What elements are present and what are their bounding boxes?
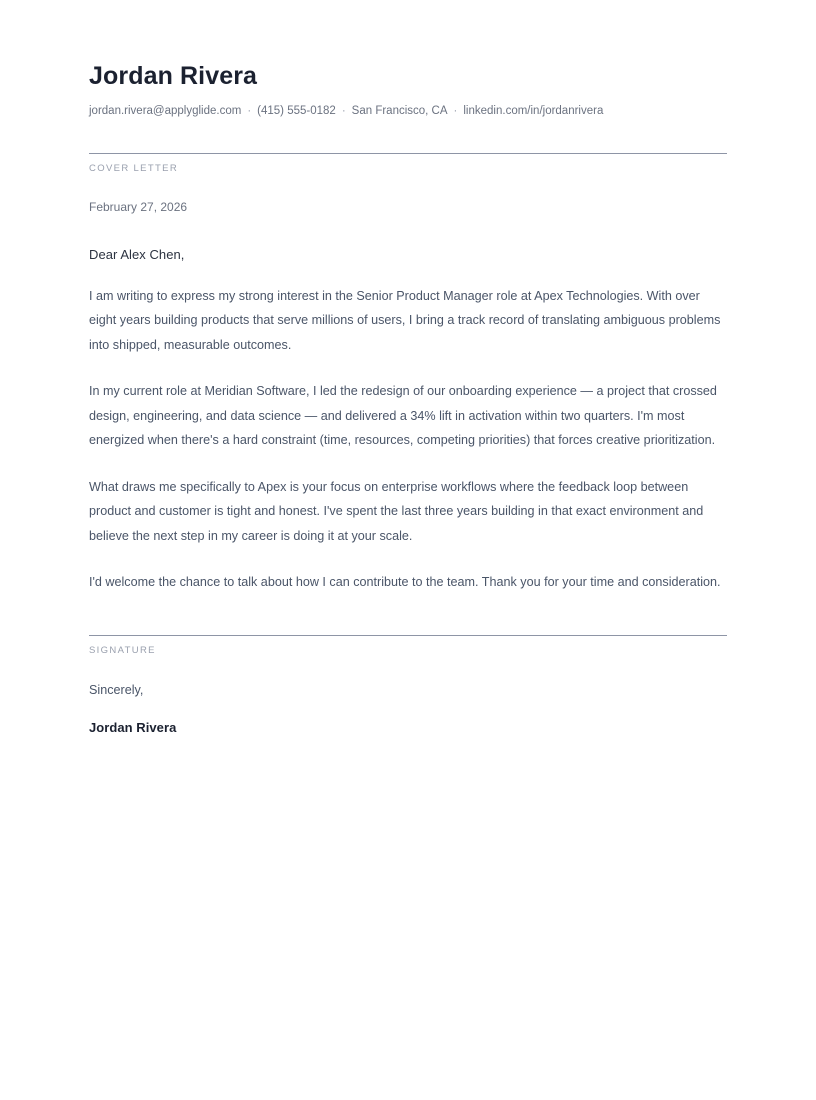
document-header <box>89 62 727 119</box>
letter-paragraph: I am writing to express my strong interest in the Senior Product Manager role at Apex Technologies. With over eight years building products that serve millions of users, I bring a track record of translating ambiguous problems into shipped, measurable outcomes. <box>89 288 721 352</box>
page-title: Jordan Rivera <box>89 62 258 90</box>
contact-separator-dot: · <box>341 104 346 117</box>
contact-email: jordan.rivera@applyglide.com <box>89 104 242 117</box>
contact-linkedin: linkedin.com/in/jordanrivera <box>463 104 604 117</box>
letter-paragraph: In my current role at Meridian Software, I led the redesign of our onboarding experience — a project that crossed design, engineering, and data science — and delivered a 34% lift in activation within two quarters. I'm most energized when there's a hard constraint (time, resources, competing priorities) that forces creative prioritization. <box>89 384 717 448</box>
signature-section-header <box>89 635 727 656</box>
letter-salutation: Dear Alex Chen, <box>89 246 185 262</box>
letter-signer-name: Jordan Rivera <box>89 719 177 735</box>
section-divider-rule <box>89 153 727 154</box>
cover-letter-document <box>89 62 727 735</box>
contact-phone: (415) 555-0182 <box>257 104 336 117</box>
section-divider-rule <box>89 635 727 636</box>
contact-details-line <box>89 103 727 119</box>
section-label-signature: SIGNATURE <box>89 644 156 656</box>
section-label-cover-letter: COVER LETTER <box>89 162 179 174</box>
letter-paragraph: What draws me specifically to Apex is your focus on enterprise workflows where the feedback loop between product and customer is tight and honest. I've spent the last three years building in that exact environment and believe the next step in my career is doing it at your scale. <box>89 479 704 543</box>
contact-separator-dot: · <box>247 104 252 117</box>
letter-date: February 27, 2026 <box>89 199 188 214</box>
cover-letter-section-header <box>89 153 727 174</box>
letter-paragraph: I'd welcome the chance to talk about how I can contribute to the team. Thank you for your time and consideration. <box>89 575 721 590</box>
contact-separator-dot: · <box>453 104 458 117</box>
letter-sign-off: Sincerely, <box>89 682 144 697</box>
contact-location: San Francisco, CA <box>351 104 448 117</box>
